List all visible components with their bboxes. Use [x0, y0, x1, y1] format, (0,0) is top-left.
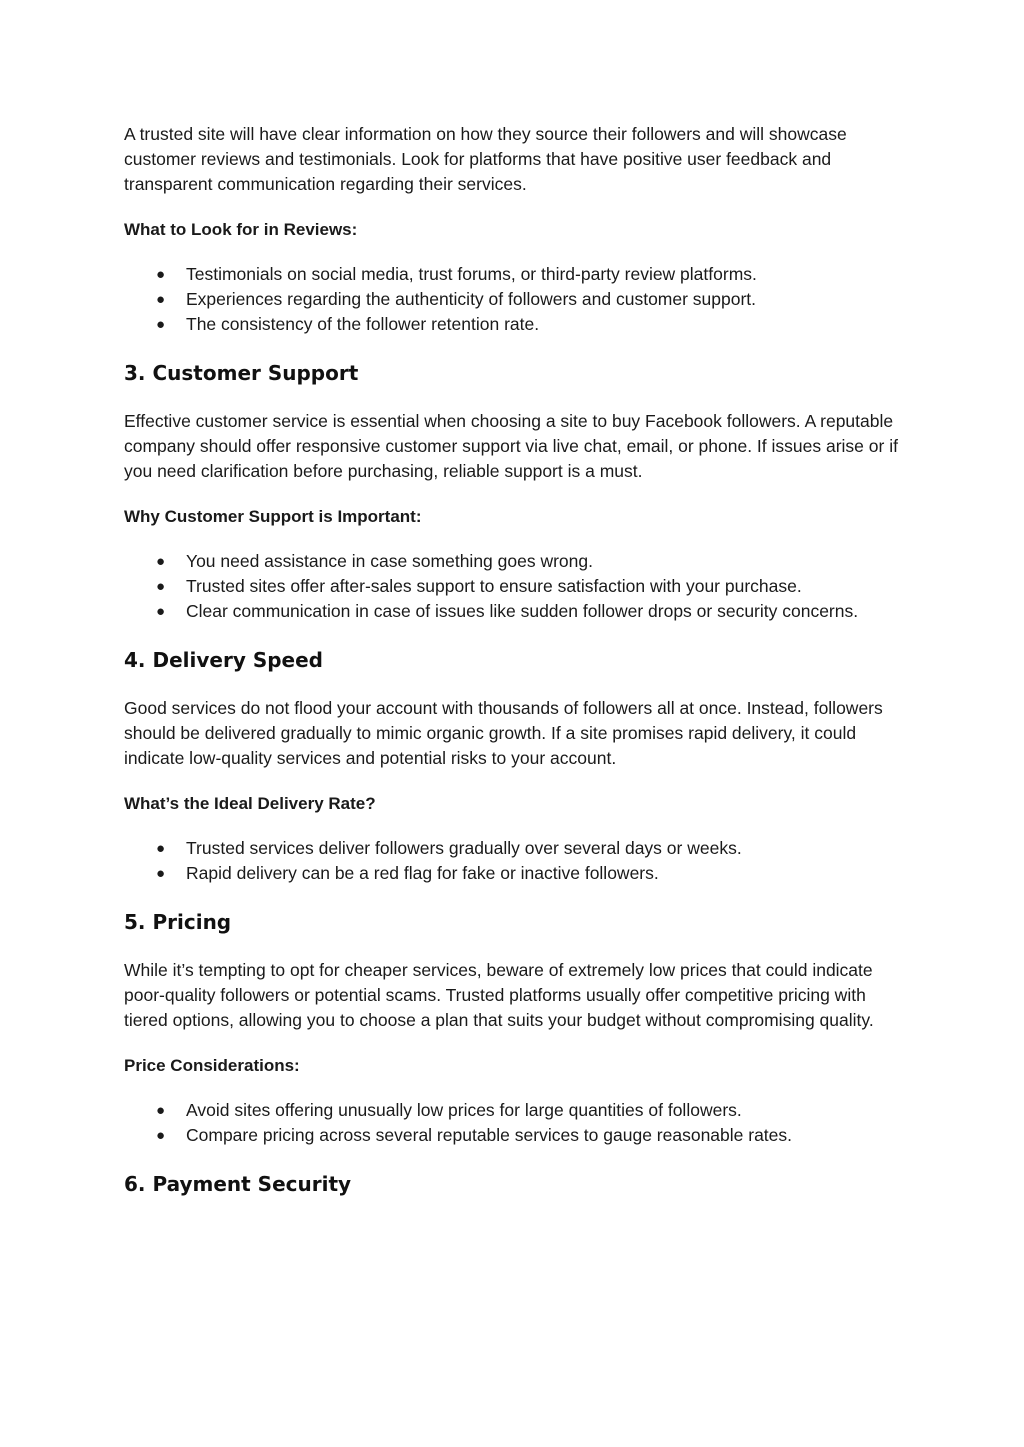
list-item-text: Compare pricing across several reputable services to gauge reasonable rates. — [186, 1125, 793, 1145]
list-item — [124, 599, 904, 624]
bullet-icon: ● — [156, 266, 166, 283]
list-item — [124, 262, 904, 287]
bullet-icon: ● — [156, 553, 166, 570]
list-item — [124, 574, 904, 599]
bullet-icon: ● — [156, 291, 166, 308]
list-item-text: Rapid delivery can be a red flag for fake or inactive followers. — [186, 863, 659, 883]
list-item-text: Testimonials on social media, trust forums, or third-party review platforms. — [186, 264, 757, 284]
pricing-subheading: Price Considerations: — [124, 1056, 300, 1075]
list-item — [124, 861, 904, 886]
bullet-icon: ● — [156, 316, 166, 333]
bullet-icon: ● — [156, 1127, 166, 1144]
list-item — [124, 287, 904, 312]
document-content — [124, 122, 904, 1220]
bullet-icon: ● — [156, 578, 166, 595]
customer-support-heading: 3. Customer Support — [124, 361, 359, 385]
delivery-speed-heading: 4. Delivery Speed — [124, 648, 323, 672]
pricing-paragraph: While it’s tempting to opt for cheaper services, beware of extremely low prices that could indicate poor-quality followers or potential scams. Trusted platforms usually offer competitive pricing with tiered options, allowing you to choose a plan that suits your budget without compromising quality. — [124, 960, 874, 1030]
payment-security-heading: 6. Payment Security — [124, 1172, 352, 1196]
list-item-text: Trusted sites offer after-sales support to ensure satisfaction with your purchase. — [186, 576, 802, 596]
bullet-icon: ● — [156, 840, 166, 857]
list-item — [124, 312, 904, 337]
list-item-text: Avoid sites offering unusually low prices for large quantities of followers. — [186, 1100, 742, 1120]
list-item — [124, 549, 904, 574]
customer-support-bullet-list — [124, 549, 904, 624]
pricing-bullet-list — [124, 1098, 904, 1148]
list-item-text: Experiences regarding the authenticity of followers and customer support. — [186, 289, 757, 309]
customer-support-paragraph: Effective customer service is essential when choosing a site to buy Facebook followers. A reputable company should offer responsive customer support via live chat, email, or phone. If issues arise or if you need clarification before purchasing, reliable support is a must. — [124, 411, 898, 481]
reviews-bullet-list — [124, 262, 904, 337]
list-item-text: Clear communication in case of issues like sudden follower drops or security concerns. — [186, 601, 859, 621]
list-item-text: The consistency of the follower retention rate. — [186, 314, 540, 334]
list-item — [124, 836, 904, 861]
list-item — [124, 1098, 904, 1123]
bullet-icon: ● — [156, 865, 166, 882]
pricing-heading: 5. Pricing — [124, 910, 232, 934]
bullet-icon: ● — [156, 603, 166, 620]
delivery-speed-subheading: What’s the Ideal Delivery Rate? — [124, 794, 376, 813]
delivery-speed-paragraph: Good services do not flood your account with thousands of followers all at once. Instead, followers should be delivered gradually to mimic organic growth. If a site promises rapid delivery, it could indicate low-quality services and potential risks to your account. — [124, 698, 883, 768]
customer-support-subheading: Why Customer Support is Important: — [124, 507, 422, 526]
list-item-text: You need assistance in case something goes wrong. — [186, 551, 593, 571]
intro-paragraph: A trusted site will have clear information on how they source their followers and will showcase customer reviews and testimonials. Look for platforms that have positive user feedback and transparent communication regarding their services. — [124, 124, 847, 194]
list-item — [124, 1123, 904, 1148]
delivery-speed-bullet-list — [124, 836, 904, 886]
list-item-text: Trusted services deliver followers gradually over several days or weeks. — [186, 838, 742, 858]
bullet-icon: ● — [156, 1102, 166, 1119]
reviews-subheading: What to Look for in Reviews: — [124, 220, 358, 239]
